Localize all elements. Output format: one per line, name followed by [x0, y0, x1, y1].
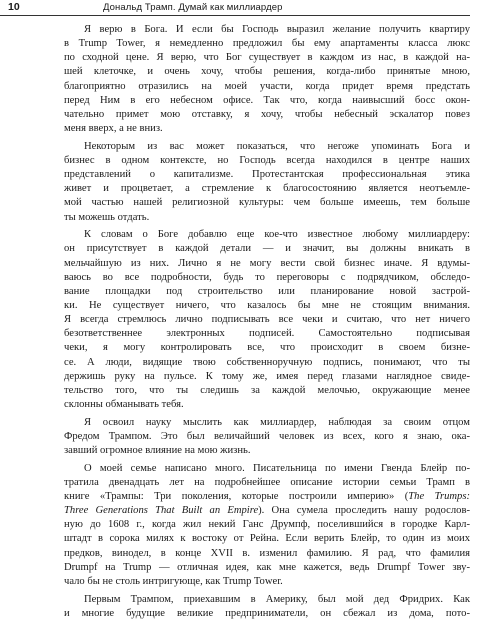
text-line: чательно примет мою отставку, я хочу, чтобы небесный эскалатор повез [64, 108, 470, 120]
text-line: Drumpf на Trump — отличная идея, как мне кажется, ведь Drumpf Tower зву- [64, 561, 470, 573]
text-line: Фредом Трампом. Это был величайший человек из всех, кого я знаю, ока- [64, 430, 470, 442]
text-line: представлений о капитализме. Протестантская профессиональная этика [64, 169, 470, 181]
text-line: склонны обманывать тебя. [64, 399, 184, 411]
text-line: живет и процветает, а стремление к благосостоянию является неотъемле- [64, 183, 470, 195]
text-line: меня вверх, а не вниз. [64, 123, 163, 135]
text-line: тельство того, что ты следишь за каждой мелочью, окружающие менее [64, 384, 470, 396]
text-line: ки. Не существует ничего, что казалось бы мне не стоящим внимания. [64, 299, 470, 311]
text-line: Я освоил науку мыслить как миллиардер, наблюдая за своим отцом [84, 416, 470, 428]
paragraph [64, 462, 470, 589]
text-line: ваюсь во все подробности, будь то переговоры с подрядчиком, обследо- [64, 271, 470, 283]
text-line: се. А люди, видящие твою собственноручную подпись, понимают, что ты [64, 356, 470, 368]
text-line: вание площадки под строительство или планирование новой застрой- [64, 285, 470, 297]
text-line: К словам о Боге добавлю еще кое-что известное любому миллиардеру: [84, 229, 470, 241]
page-body [64, 23, 470, 624]
paragraph [64, 416, 470, 458]
text-line: ную до 1608 г., когда жил некий Ганс Друмпф, поселившийся в городке Карл- [64, 519, 470, 531]
text-line: держишь руку на пульсе. К тому же, имея перед глазами наглядное свиде- [64, 370, 470, 382]
text-line: О моей семье написано много. Писательница по имени Гвенда Блейр по- [84, 462, 470, 474]
text-line: он присутствует в каждой детали — и значит, вы должны вникать в [64, 243, 470, 255]
text-line: книге «Трампы: Три поколения, которые построили империю» (The Trumps: [64, 491, 470, 502]
text-line: Я всегда стремлюсь лично подписывать все чеки и считаю, что нет ничего [64, 314, 470, 326]
text-line: мельчайшую из них. Лично я не могу вести свой бизнес иначе. Я вдумы- [64, 257, 470, 269]
text-line: по сходной цене. Я верю, что Бог существует в каждом из нас, в каждой на- [64, 52, 470, 64]
text-line: бизнес в одном контексте, но Господь всегда находился в центре наших [64, 154, 470, 166]
text-line: безответственнее электронных подписей. Самостоятельно подписывая [64, 328, 470, 340]
text-line: Three Generations That Built an Empire). Она сумела проследить нашу родослов- [64, 505, 470, 517]
text-line: Некоторым из вас может показаться, что негоже упоминать Бога и [84, 140, 470, 152]
text-line: в Trump Tower, я немедленно предложил бы ему апартаменты класса люкс [64, 38, 470, 50]
paragraph [64, 140, 470, 225]
text-line: шей клеточке, и очень хочу, чтобы решения, когда-либо принятые мною, [64, 66, 470, 78]
text-line: чеки, я могу контролировать все, что происходит в своем бизне- [64, 342, 470, 354]
text-line: Я верю в Бога. И если бы Господь выразил желание получить квартиру [84, 24, 470, 35]
text-line: ты можешь отдать. [64, 211, 150, 223]
text-line: благоприятно отразились на моей участи, когда придет время предстать [64, 80, 470, 92]
text-line: мой частью нашей религиозной культуры: чем больше имеешь, тем больше [64, 197, 470, 209]
page-number: 10 [8, 1, 20, 13]
running-head: Дональд Трамп. Думай как миллиардер [103, 2, 283, 13]
paragraph [64, 593, 470, 621]
header-rule [0, 15, 470, 16]
text-line: штадт в сорока милях к востоку от Рейна. Если верить Блейр, то один из моих [64, 533, 470, 545]
text-line: Первым Трампом, приехавшим в Америку, был мой дед Фридрих. Как [84, 593, 470, 605]
text-line: и многие будущие великие предприниматели, он сбежал из дома, пото- [64, 607, 470, 619]
text-line: завший огромное влияние на мою жизнь. [64, 445, 251, 457]
page-header [0, 0, 500, 18]
text-line: предков, винодел, в конце XVII в. изменил фамилию. Я рад, что фамилия [64, 547, 470, 559]
paragraph [64, 228, 470, 412]
text-line: чало бы не столь интригующе, как Trump Tower. [64, 575, 283, 587]
paragraph [64, 23, 470, 136]
text-line: тратила двенадцать лет на подробнейшее описание истории семьи Трамп в [64, 476, 470, 488]
text-line: перед Ним в его небесном офисе. Так что, когда наивысший босс окон- [64, 94, 470, 106]
